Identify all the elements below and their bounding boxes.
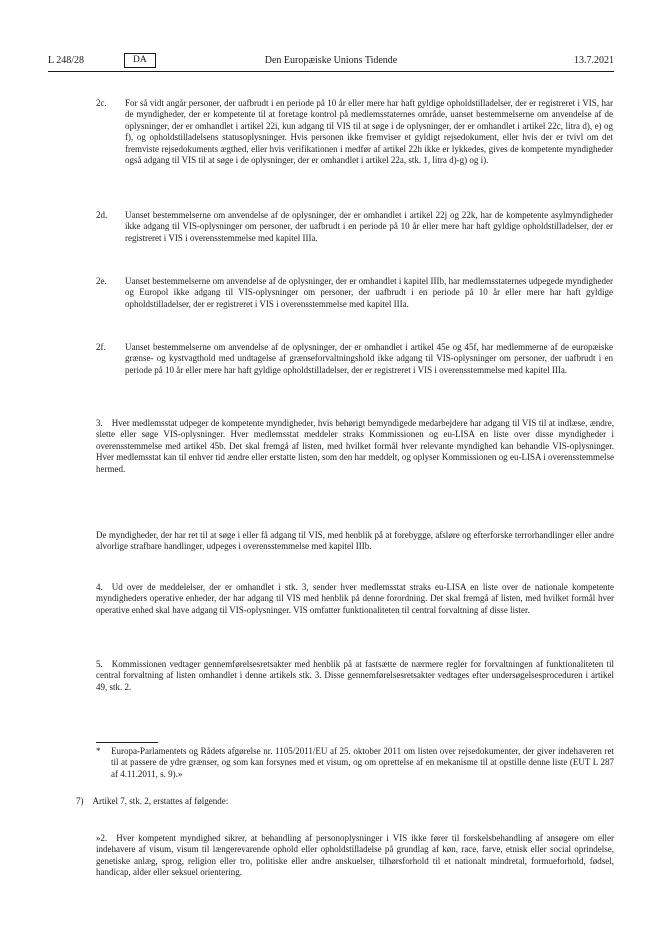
paragraph-number-2f: 2f. <box>96 342 106 352</box>
paragraph-number-2d: 2d. <box>96 210 108 220</box>
page-reference: L 248/28 <box>48 55 85 66</box>
paragraph-2e: Uanset bestemmelserne om anvendelse af de oplysninger, der er omhandlet i kapitel IIIb, har medlemsstaternes udpegede myndigheder og Europol ikke adgang til VIS-oplysninger om personer, der uafbrudt i en periode på 10 år eller mere har haft gyldige opholdstilladelser, der er registreret i VIS i overensstemmelse med kapitel IIIa. <box>125 276 613 309</box>
footnote-mark: * <box>96 746 101 756</box>
paragraph-4: 4. Ud over de meddelelser, der er omhandlet i stk. 3, sender hver medlemsstat straks eu-LISA en liste over de nationale kompetente myndigheders operative enheder, der har adgang til VIS med henblik på denne forordning. Det skal fremgå af listen, med hvilket formål hver operative enhed skal have adgang til VIS-oplysninger. VIS omfatter funktionaliteten til central forvaltning af disse lister. <box>96 582 614 615</box>
footnote-rule <box>96 742 158 743</box>
paragraph-number-2e: 2e. <box>96 276 107 286</box>
amendment-7-heading: 7) Artikel 7, stk. 2, erstattes af følgende: <box>76 796 229 806</box>
paragraph-3: 3. Hver medlemsstat udpeger de kompetente myndigheder, hvis behørigt bemyndigede medarbejdere har adgang til VIS til at indlæse, ændre, slette eller søge VIS-oplysninger. Hver medlemsstat meddeler straks Kommissionen og eu-LISA en liste over disse myndigheder i overensstemmelse med artikel 45b. Det skal fremgå af listen, med hvilket formål hver relevante myndighed kan behandle VIS-oplysninger. Hver medlemsstat kan til enhver tid ændre eller erstatte listen, som den har meddelt, og oplyser Kommissionen og eu-LISA i overensstemmelse hermed. <box>96 418 614 474</box>
page-header <box>48 55 614 69</box>
footnote: Europa-Parlamentets og Rådets afgørelse nr. 1105/2011/EU af 25. oktober 2011 om listen over rejsedokumenter, der giver indehaveren ret til at passere de ydre grænser, og som kan forsynes med et visum, og om oprettelse af en mekanisme til at opstille denne liste (EUT L 287 af 4.11.2011, s. 9).» <box>111 746 614 779</box>
paragraph-3-second: De myndigheder, der har ret til at søge i eller få adgang til VIS, med henblik på at forebygge, afsløre og efterforske terrorhandlinger eller andre alvorlige strafbare handlinger, udpeges i overensstemmelse med kapitel IIIb. <box>96 530 614 552</box>
language-badge: DA <box>124 53 156 68</box>
paragraph-number-2c: 2c. <box>96 98 107 108</box>
paragraph-2c: For så vidt angår personer, der uafbrudt i en periode på 10 år eller mere har haft gyldige opholdstilladelser, der er registreret i VIS, har de myndigheder, der er kompetente til at foretage kontrol på medlemsstaternes område, uanset bestemmelserne om anvendelse af de oplysninger, der er omhandlet i artikel 22i, kun adgang til VIS til at søge i de oplysninger, der er omhandlet i artikel 22c, litra d), e) og f), og opholdstilladelsens statusoplysninger. Hvis personen ikke fremviser et gyldigt rejsedokument, eller hvis der er tvivl om det fremviste rejsedokuments ægthed, eller hvis verifikationen i medfør af artikel 22h ikke er lykkedes, gives de kompetente myndigheder også adgang til VIS til at søge i de oplysninger, der er omhandlet i artikel 22a, stk. 1, litra d)-g) og i). <box>125 98 613 166</box>
amendment-7-text: »2. Hver kompetent myndighed sikrer, at behandling af personoplysninger i VIS ikke fører til forskelsbehandling af ansøgere om eller indehavere af visum, visum til længerevarende ophold eller opholdstilladelse på grundlag af køn, race, farve, etnisk eller social oprindelse, genetiske anlæg, sprog, religion eller tro, politiske eller andre anskuelser, tilhørsforhold til et nationalt mindretal, formueforhold, fødsel, handicap, alder eller seksuel orientering. <box>96 833 614 878</box>
header-rule <box>48 71 614 72</box>
journal-title: Den Europæiske Unions Tidende <box>264 55 398 66</box>
paragraph-2f: Uanset bestemmelserne om anvendelse af de oplysninger, der er omhandlet i artikel 45e og 45f, har medlemmerne af de europæiske grænse- og kystvagthold med undtagelse af grænseforvaltningshold ikke adgang til VIS-oplysninger om personer, der uafbrudt i en periode på 10 år eller mere har haft gyldige opholdstilladelser, der er registreret i VIS i overensstemmelse med kapitel IIIa. <box>125 342 613 375</box>
paragraph-5: 5. Kommissionen vedtager gennemførelsesretsakter med henblik på at fastsætte de nærmere regler for forvaltningen af funktionaliteten til central forvaltning af listen omhandlet i denne artikels stk. 3. Disse gennemførelsesretsakter vedtages efter undersøgelsesproceduren i artikel 49, stk. 2. <box>96 659 614 692</box>
publication-date: 13.7.2021 <box>574 55 614 66</box>
paragraph-2d: Uanset bestemmelserne om anvendelse af de oplysninger, der er omhandlet i artikel 22j og 22k, har de kompetente asylmyndigheder ikke adgang til VIS-oplysninger om personer, der uafbrudt i en periode på 10 år eller mere har haft gyldige opholdstilladelser, der er registreret i VIS i overensstemmelse med kapitel IIIa. <box>125 210 613 243</box>
